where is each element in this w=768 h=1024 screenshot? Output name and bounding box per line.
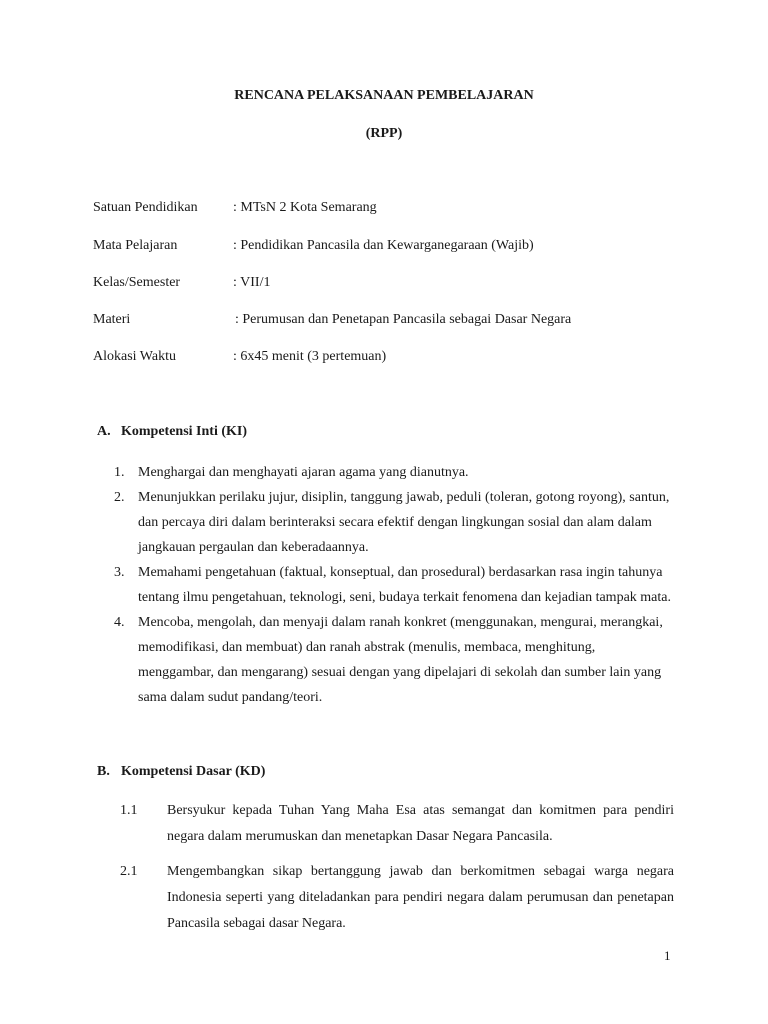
section-letter: B. (97, 764, 110, 779)
section-b-heading (97, 764, 265, 780)
list-item-number: 4. (114, 615, 125, 630)
list-item-text: Memahami pengetahuan (faktual, konseptual, dan prosedural) berdasarkan rasa ingin tahunya tentang ilmu pengetahuan, teknologi, seni, budaya terkait fenomena dan kejadian tampak mata. (138, 565, 671, 605)
list-item-text: Mencoba, mengolah, dan menyaji dalam ranah konkret (menggunakan, mengurai, merangkai, memodifikasi, dan membuat) dan ranah abstrak (menulis, membaca, menghitung, menggambar, dan mengarang) sesuai dengan yang dipelajari di sekolah dan sumber lain yang sama dalam sudut pandang/teori. (138, 615, 663, 705)
kd-item-text: Bersyukur kepada Tuhan Yang Maha Esa atas semangat dan komitmen para pendiri negara dalam merumuskan dan menetapkan Dasar Negara Pancasila. (167, 803, 674, 844)
list-item-number: 2. (114, 490, 125, 505)
list-item (114, 560, 674, 610)
identity-row-materi (93, 312, 693, 332)
section-heading-text: Kompetensi Dasar (KD) (121, 764, 266, 779)
identity-row-satuan-pendidikan (93, 200, 693, 220)
kd-item-number: 1.1 (120, 803, 138, 818)
identity-label: Materi (93, 312, 131, 327)
list-item-number: 1. (114, 465, 125, 480)
document-subtitle: (RPP) (365, 126, 403, 141)
identity-label: Kelas/Semester (93, 275, 181, 290)
identity-row-kelas-semester (93, 275, 693, 295)
page-number: 1 (664, 948, 671, 963)
identity-value: : VII/1 (233, 275, 271, 290)
list-item-text: Menunjukkan perilaku jujur, disiplin, tanggung jawab, peduli (toleran, gotong royong), santun, dan percaya diri dalam berinteraksi secara efektif dengan lingkungan sosial dan alam dalam jangkauan pergaulan dan keberadaannya. (138, 490, 670, 555)
list-item (114, 485, 674, 560)
list-item (114, 460, 674, 485)
identity-row-mata-pelajaran (93, 238, 693, 258)
kd-item-text: Mengembangkan sikap bertanggung jawab dan berkomitmen sebagai warga negara Indonesia seperti yang diteladankan para pendiri negara dalam perumusan dan penetapan Pancasila sebagai dasar Negara. (167, 864, 674, 931)
ki-list (114, 460, 674, 710)
section-heading-text: Kompetensi Inti (KI) (121, 424, 247, 439)
identity-value: : Pendidikan Pancasila dan Kewarganegaraan (Wajib) (233, 238, 534, 253)
list-item-number: 3. (114, 565, 125, 580)
identity-value: : Perumusan dan Penetapan Pancasila sebagai Dasar Negara (235, 312, 572, 327)
identity-value: : 6x45 menit (3 pertemuan) (233, 349, 387, 364)
identity-row-alokasi-waktu (93, 349, 693, 369)
list-item-text: Menghargai dan menghayati ajaran agama yang dianutnya. (138, 465, 469, 480)
identity-label: Mata Pelajaran (93, 238, 178, 253)
kd-item (120, 859, 674, 937)
identity-label: Alokasi Waktu (93, 349, 176, 364)
section-letter: A. (97, 424, 111, 439)
kd-item-number: 2.1 (120, 864, 138, 879)
section-a-heading (97, 424, 247, 440)
kd-item (120, 798, 674, 850)
identity-value: : MTsN 2 Kota Semarang (233, 200, 377, 215)
identity-label: Satuan Pendidikan (93, 200, 198, 215)
document-title: RENCANA PELAKSANAAN PEMBELAJARAN (234, 88, 534, 103)
list-item (114, 610, 674, 710)
